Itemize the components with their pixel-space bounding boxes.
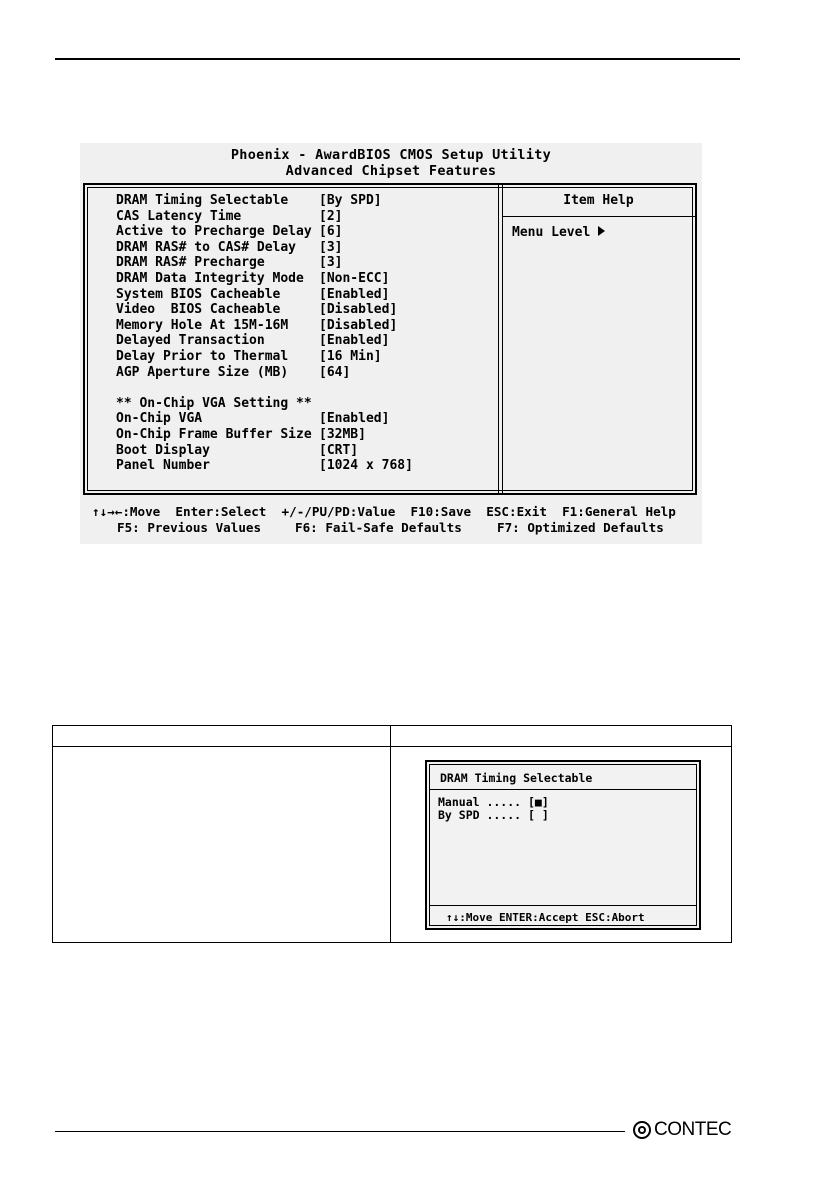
help-separator <box>502 216 695 217</box>
bios-title-line2: Advanced Chipset Features <box>285 163 497 179</box>
contec-logo <box>633 1118 731 1142</box>
setting-label: DRAM RAS# to CAS# Delay <box>116 239 297 255</box>
setting-value[interactable]: [3] <box>319 239 343 255</box>
setting-label: DRAM Data Integrity Mode <box>116 271 304 286</box>
setting-value[interactable]: [Disabled] <box>319 317 398 333</box>
popup-inner-frame <box>429 764 697 926</box>
key-help-f5: F5: Previous Values <box>117 520 262 535</box>
setting-label: On-Chip VGA <box>116 411 203 427</box>
menu-level-label: Menu Level <box>512 225 591 240</box>
setting-value[interactable]: [By SPD] <box>319 193 382 208</box>
setting-value[interactable]: [3] <box>319 255 343 271</box>
setting-label: AGP Aperture Size (MB) <box>116 364 289 380</box>
table-header-row <box>53 726 731 747</box>
key-help-f7: F7: Optimized Defaults <box>497 520 664 535</box>
help-divider <box>498 183 503 495</box>
bios-screenshot <box>80 143 702 544</box>
section-heading: ** On-Chip VGA Setting ** <box>116 395 312 411</box>
item-help-title: Item Help <box>563 193 634 208</box>
setting-label: Boot Display <box>116 442 210 458</box>
setting-label: CAS Latency Time <box>116 208 242 224</box>
setting-value[interactable]: [64] <box>319 364 351 380</box>
table-column-divider <box>390 726 391 942</box>
setting-label: On-Chip Frame Buffer Size <box>116 427 312 442</box>
setting-value[interactable]: [Enabled] <box>319 286 390 302</box>
bios-title <box>80 147 702 179</box>
dram-timing-popup <box>425 760 701 930</box>
popup-option-manual[interactable]: Manual ..... [■] <box>438 795 549 809</box>
setting-label: DRAM RAS# Precharge <box>116 255 265 271</box>
popup-footer: ↑↓:Move ENTER:Accept ESC:Abort <box>446 911 645 924</box>
menu-level <box>512 225 605 241</box>
footer-rule <box>55 1131 625 1132</box>
setting-label: Video BIOS Cacheable <box>116 302 281 318</box>
setting-value[interactable]: [Enabled] <box>319 333 390 349</box>
setting-label: Delay Prior to Thermal <box>116 349 289 364</box>
setting-value[interactable]: [CRT] <box>319 442 359 458</box>
setting-label: Panel Number <box>116 458 210 474</box>
setting-value[interactable]: [1024 x 768] <box>319 458 413 474</box>
setting-label: Active to Precharge Delay <box>116 224 312 240</box>
setting-label: DRAM Timing Selectable <box>116 193 289 208</box>
setting-label: System BIOS Cacheable <box>116 286 281 302</box>
setting-value[interactable]: [6] <box>319 224 343 240</box>
setting-value[interactable]: [Enabled] <box>319 411 390 427</box>
setting-value[interactable]: [Disabled] <box>319 302 398 318</box>
arrow-right-icon <box>598 226 605 236</box>
popup-title: DRAM Timing Selectable <box>440 771 593 785</box>
popup-title-separator <box>430 789 696 790</box>
setting-value[interactable]: [32MB] <box>319 427 366 442</box>
setting-label: Memory Hole At 15M-16M <box>116 317 289 333</box>
setting-value[interactable]: [16 Min] <box>319 349 382 364</box>
header-rule <box>55 58 740 60</box>
key-help-line2 <box>117 520 664 600</box>
contec-logo-text: CONTEC <box>654 1119 732 1140</box>
setting-label: Delayed Transaction <box>116 333 265 349</box>
contec-logo-icon <box>633 1121 651 1139</box>
setting-value[interactable]: [2] <box>319 208 343 224</box>
key-help-f6: F6: Fail-Safe Defaults <box>295 520 462 535</box>
setting-value[interactable]: [Non-ECC] <box>319 271 390 286</box>
popup-footer-separator <box>430 905 696 906</box>
key-help-line1: ↑↓→←:Move Enter:Select +/-/PU/PD:Value F10:Save ESC:Exit F1:General Help <box>92 504 676 519</box>
bios-title-line1: Phoenix - AwardBIOS CMOS Setup Utility <box>230 147 552 163</box>
popup-option-by-spd[interactable]: By SPD ..... [ ] <box>438 808 549 822</box>
